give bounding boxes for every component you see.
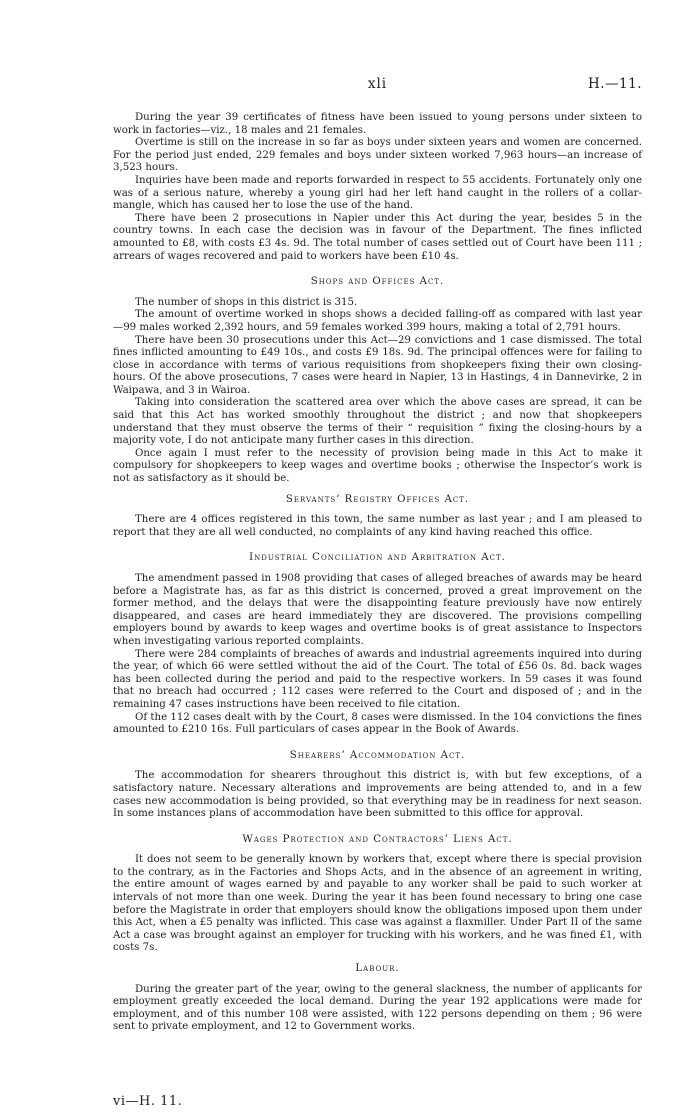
section-wages-protection bbox=[113, 834, 642, 955]
document-reference: H.—11. bbox=[587, 76, 642, 92]
section-heading: Industrial Conciliation and Arbitration Act. bbox=[249, 552, 506, 564]
paragraph: During the year 39 certificates of fitness have been issued to young persons under sixteen to work in factories—viz., 18 males and 21 females. bbox=[113, 112, 642, 136]
section-heading: Labour. bbox=[355, 963, 400, 975]
signature-mark: vi—H. 11. bbox=[113, 1094, 183, 1109]
paragraph: It does not seem to be generally known by workers that, except where there is special provision to the contrary, as in the Factories and Shops Acts, and in the absence of an agreement in writing, the entire amount of wages earned by and payable to any worker shall be paid to such worker at intervals of not more than one week. During the year it has been found necessary to bring one case before the Magistrate in order that employers should know the obligations imposed upon them under this Act, when a £5 penalty was inflicted. This case was against a flaxmiller. Under Part II of the same Act a case was brought against an employer for trucking with his workers, and he was fined £1, with costs 7s. bbox=[113, 854, 642, 954]
section-factories bbox=[113, 112, 642, 263]
paragraph: There were 284 complaints of breaches of awards and industrial agreements inquired into during the year, of which 66 were settled without the aid of the Court. The total of £56 0s. 8d. back wages has been collected during the period and paid to the respective workers. In 59 cases it was found that no breach had occurred ; 112 cases were referred to the Court and disposed of ; and in the remaining 47 cases instructions have been received to file citation. bbox=[113, 648, 642, 710]
section-heading: Shearers’ Accommodation Act. bbox=[289, 749, 466, 761]
paragraph: During the greater part of the year, owing to the general slackness, the number of applicants for employment greatly exceeded the local demand. During the year 192 applications were made for employment, and of this number 108 were assisted, with 122 persons depending on them ; 96 were sent to private employment, and 12 to Government works. bbox=[113, 983, 642, 1033]
paragraph: The amount of overtime worked in shops shows a decided falling-off as compared with last year —99 males worked 2,392 hours, and 59 females worked 399 hours, making a total of 2,791 hours. bbox=[113, 309, 642, 333]
paragraph: The amendment passed in 1908 providing that cases of alleged breaches of awards may be heard before a Magistrate has, as far as this district is concerned, proved a great improvement on the former method, and the delays that were the disappointing feature previously have now entirely disappeared, and cases are heard immediately they are discovered. The provisions compelling employers bound by awards to keep wages and overtime books is of great assistance to Inspectors when investigating various reported complaints. bbox=[113, 573, 642, 647]
section-heading: Wages Protection and Contractors’ Liens Act. bbox=[242, 833, 513, 845]
paragraph: Once again I must refer to the necessity of provision being made in this Act to make it compulsory for shopkeepers to keep wages and overtime books ; otherwise the Inspector’s work is not as satisfactory as it should be. bbox=[113, 447, 642, 485]
section-shearers-accommodation bbox=[113, 750, 642, 821]
document-body bbox=[113, 112, 642, 1034]
section-shops-and-offices bbox=[113, 276, 642, 486]
section-heading: Shops and Offices Act. bbox=[310, 276, 445, 288]
section-industrial-conciliation bbox=[113, 552, 642, 736]
page-number: xli bbox=[367, 76, 388, 92]
paragraph: There have been 30 prosecutions under this Act—29 convictions and 1 case dismissed. The total fines inflicted amounting to £49 10s., and costs £9 18s. 9d. The principal offences were for failing to close in accordance with terms of various requisitions from shopkeepers fixing their own closing-hours. Of the above prosecutions, 7 cases were heard in Napier, 13 in Hastings, 4 in Dannevirke, 2 in Waipawa, and 3 in Wairoa. bbox=[113, 334, 642, 396]
section-servants-registry bbox=[113, 494, 642, 540]
section-labour bbox=[113, 963, 642, 1034]
paragraph: The number of shops in this district is 315. bbox=[135, 296, 358, 308]
paragraph: There are 4 offices registered in this town, the same number as last year ; and I am pleased to report that they are all well conducted, no complaints of any kind having reached this office. bbox=[113, 514, 642, 538]
paragraph: Overtime is still on the increase in so far as boys under sixteen years and women are concerned. For the period just ended, 229 females and boys under sixteen worked 7,963 hours—an increase of 3,523 hours. bbox=[113, 137, 642, 174]
paragraph: The accommodation for shearers throughout this district is, with but few exceptions, of a satisfactory nature. Necessary alterations and improvements are being attended to, and in a few cases new accommodation is being provided, so that everything may be in readiness for next season. In some instances plans of accommodation have been submitted to this office for approval. bbox=[113, 770, 642, 820]
paragraph: There have been 2 prosecutions in Napier under this Act during the year, besides 5 in the country towns. In each case the decision was in favour of the Department. The fines inflicted amounted to £8, with costs £3 4s. 9d. The total number of cases settled out of Court have been 111 ; arrears of wages recovered and paid to workers have been £10 4s. bbox=[113, 212, 642, 262]
paragraph: Of the 112 cases dealt with by the Court, 8 cases were dismissed. In the 104 convictions the fines amounted to £210 16s. Full particulars of cases appear in the Book of Awards. bbox=[113, 711, 642, 736]
section-heading: Servants’ Registry Offices Act. bbox=[285, 493, 470, 505]
paragraph: Inquiries have been made and reports forwarded in respect to 55 accidents. Fortunately only one was of a serious nature, whereby a young girl had her left hand caught in the rollers of a collar-mangle, which has caused her to lose the use of the hand. bbox=[113, 174, 642, 212]
paragraph: Taking into consideration the scattered area over which the above cases are spread, it can be said that this Act has worked smoothly throughout the district ; and now that shopkeepers understand that they must observe the terms of their “ requisition ” fixing the closing-hours by a majority vote, I do not anticipate many further cases in this direction. bbox=[113, 397, 642, 447]
page-header bbox=[113, 76, 642, 96]
